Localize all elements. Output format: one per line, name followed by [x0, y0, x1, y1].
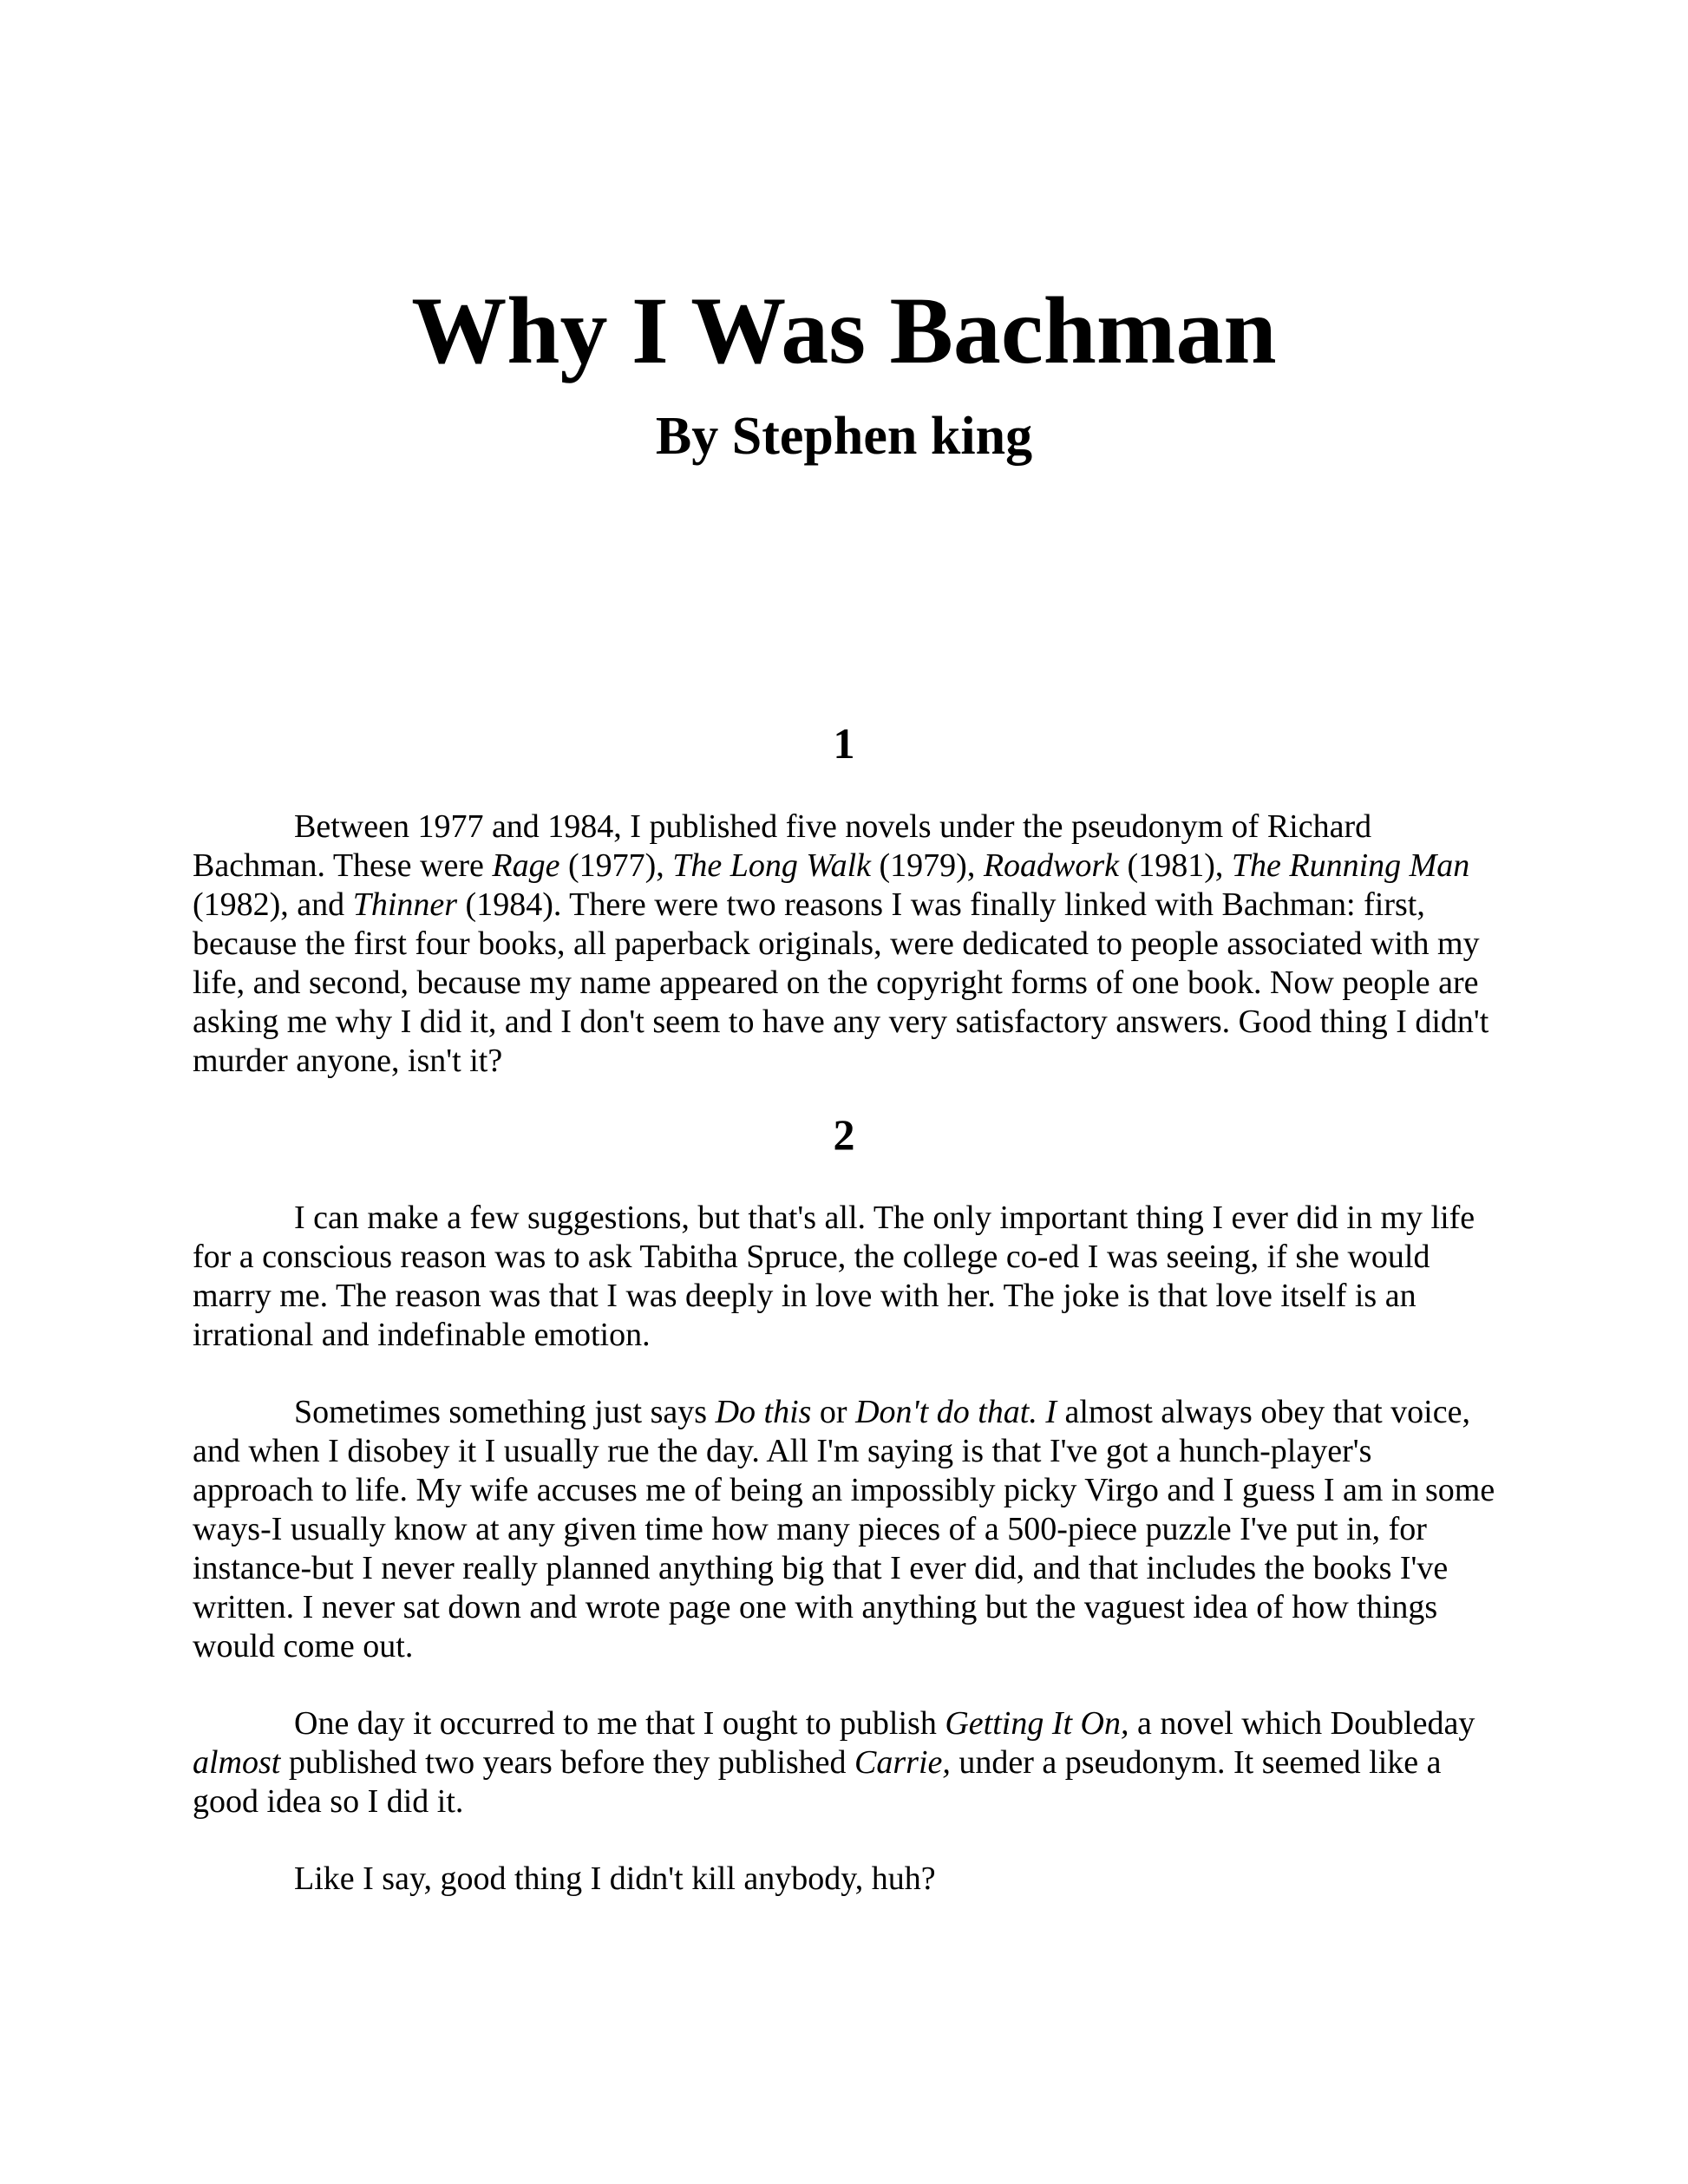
paragraph: Between 1977 and 1984, I published five novels under the pseudonym of Richard Bachman. These were Rage (1977), The Long Walk (1979), Roadwork (1981), The Running Man (1982), and Thinner (1984). There were two reasons I was finally linked with Bachman: first, because the first four books, all paperback originals, were dedicated to people associated with my life, and second, because my name appeared on the copyright forms of one book. Now people are asking me why I did it, and I don't seem to have any very satisfactory answers. Good thing I didn't murder anyone, isn't it? — [193, 808, 1489, 1079]
paragraph: Like I say, good thing I didn't kill anybody, huh? — [294, 1860, 936, 1897]
section-1-number: 1 — [833, 718, 855, 768]
paragraph: One day it occurred to me that I ought to publish Getting It On, a novel which Doubleday almost published two years before they published Carrie, under a pseudonym. It seemed like a good idea so I did it. — [193, 1704, 1475, 1820]
paragraph: Sometimes something just says Do this or Don't do that. I almost always obey that voice, and when I disobey it I usually rue the day. All I'm saying is that I've got a hunch-player's approach to life. My wife accuses me of being an impossibly picky Virgo and I guess I am in some ways-I usually know at any given time how many pieces of a 500-piece puzzle I've put in, for instance-but I never really planned anything big that I ever did, and that includes the books I've written. I never sat down and wrote page one with anything but the vaguest idea of how things would come out. — [193, 1393, 1495, 1664]
document-title: Why I Was Bachman — [411, 278, 1277, 383]
document-byline: By Stephen king — [655, 407, 1033, 467]
section-1 — [193, 717, 1495, 1081]
document-content — [0, 272, 1688, 1899]
section-2-number: 2 — [833, 1109, 855, 1159]
section-2 — [193, 1108, 1495, 1899]
paragraph: I can make a few suggestions, but that's all. The only important thing I ever did in my life for a conscious reason was to ask Tabitha Spruce, the college co-ed I was seeing, if she would marry me. The reason was that I was deeply in love with her. The joke is that love itself is an irrational and indefinable emotion. — [193, 1199, 1475, 1353]
